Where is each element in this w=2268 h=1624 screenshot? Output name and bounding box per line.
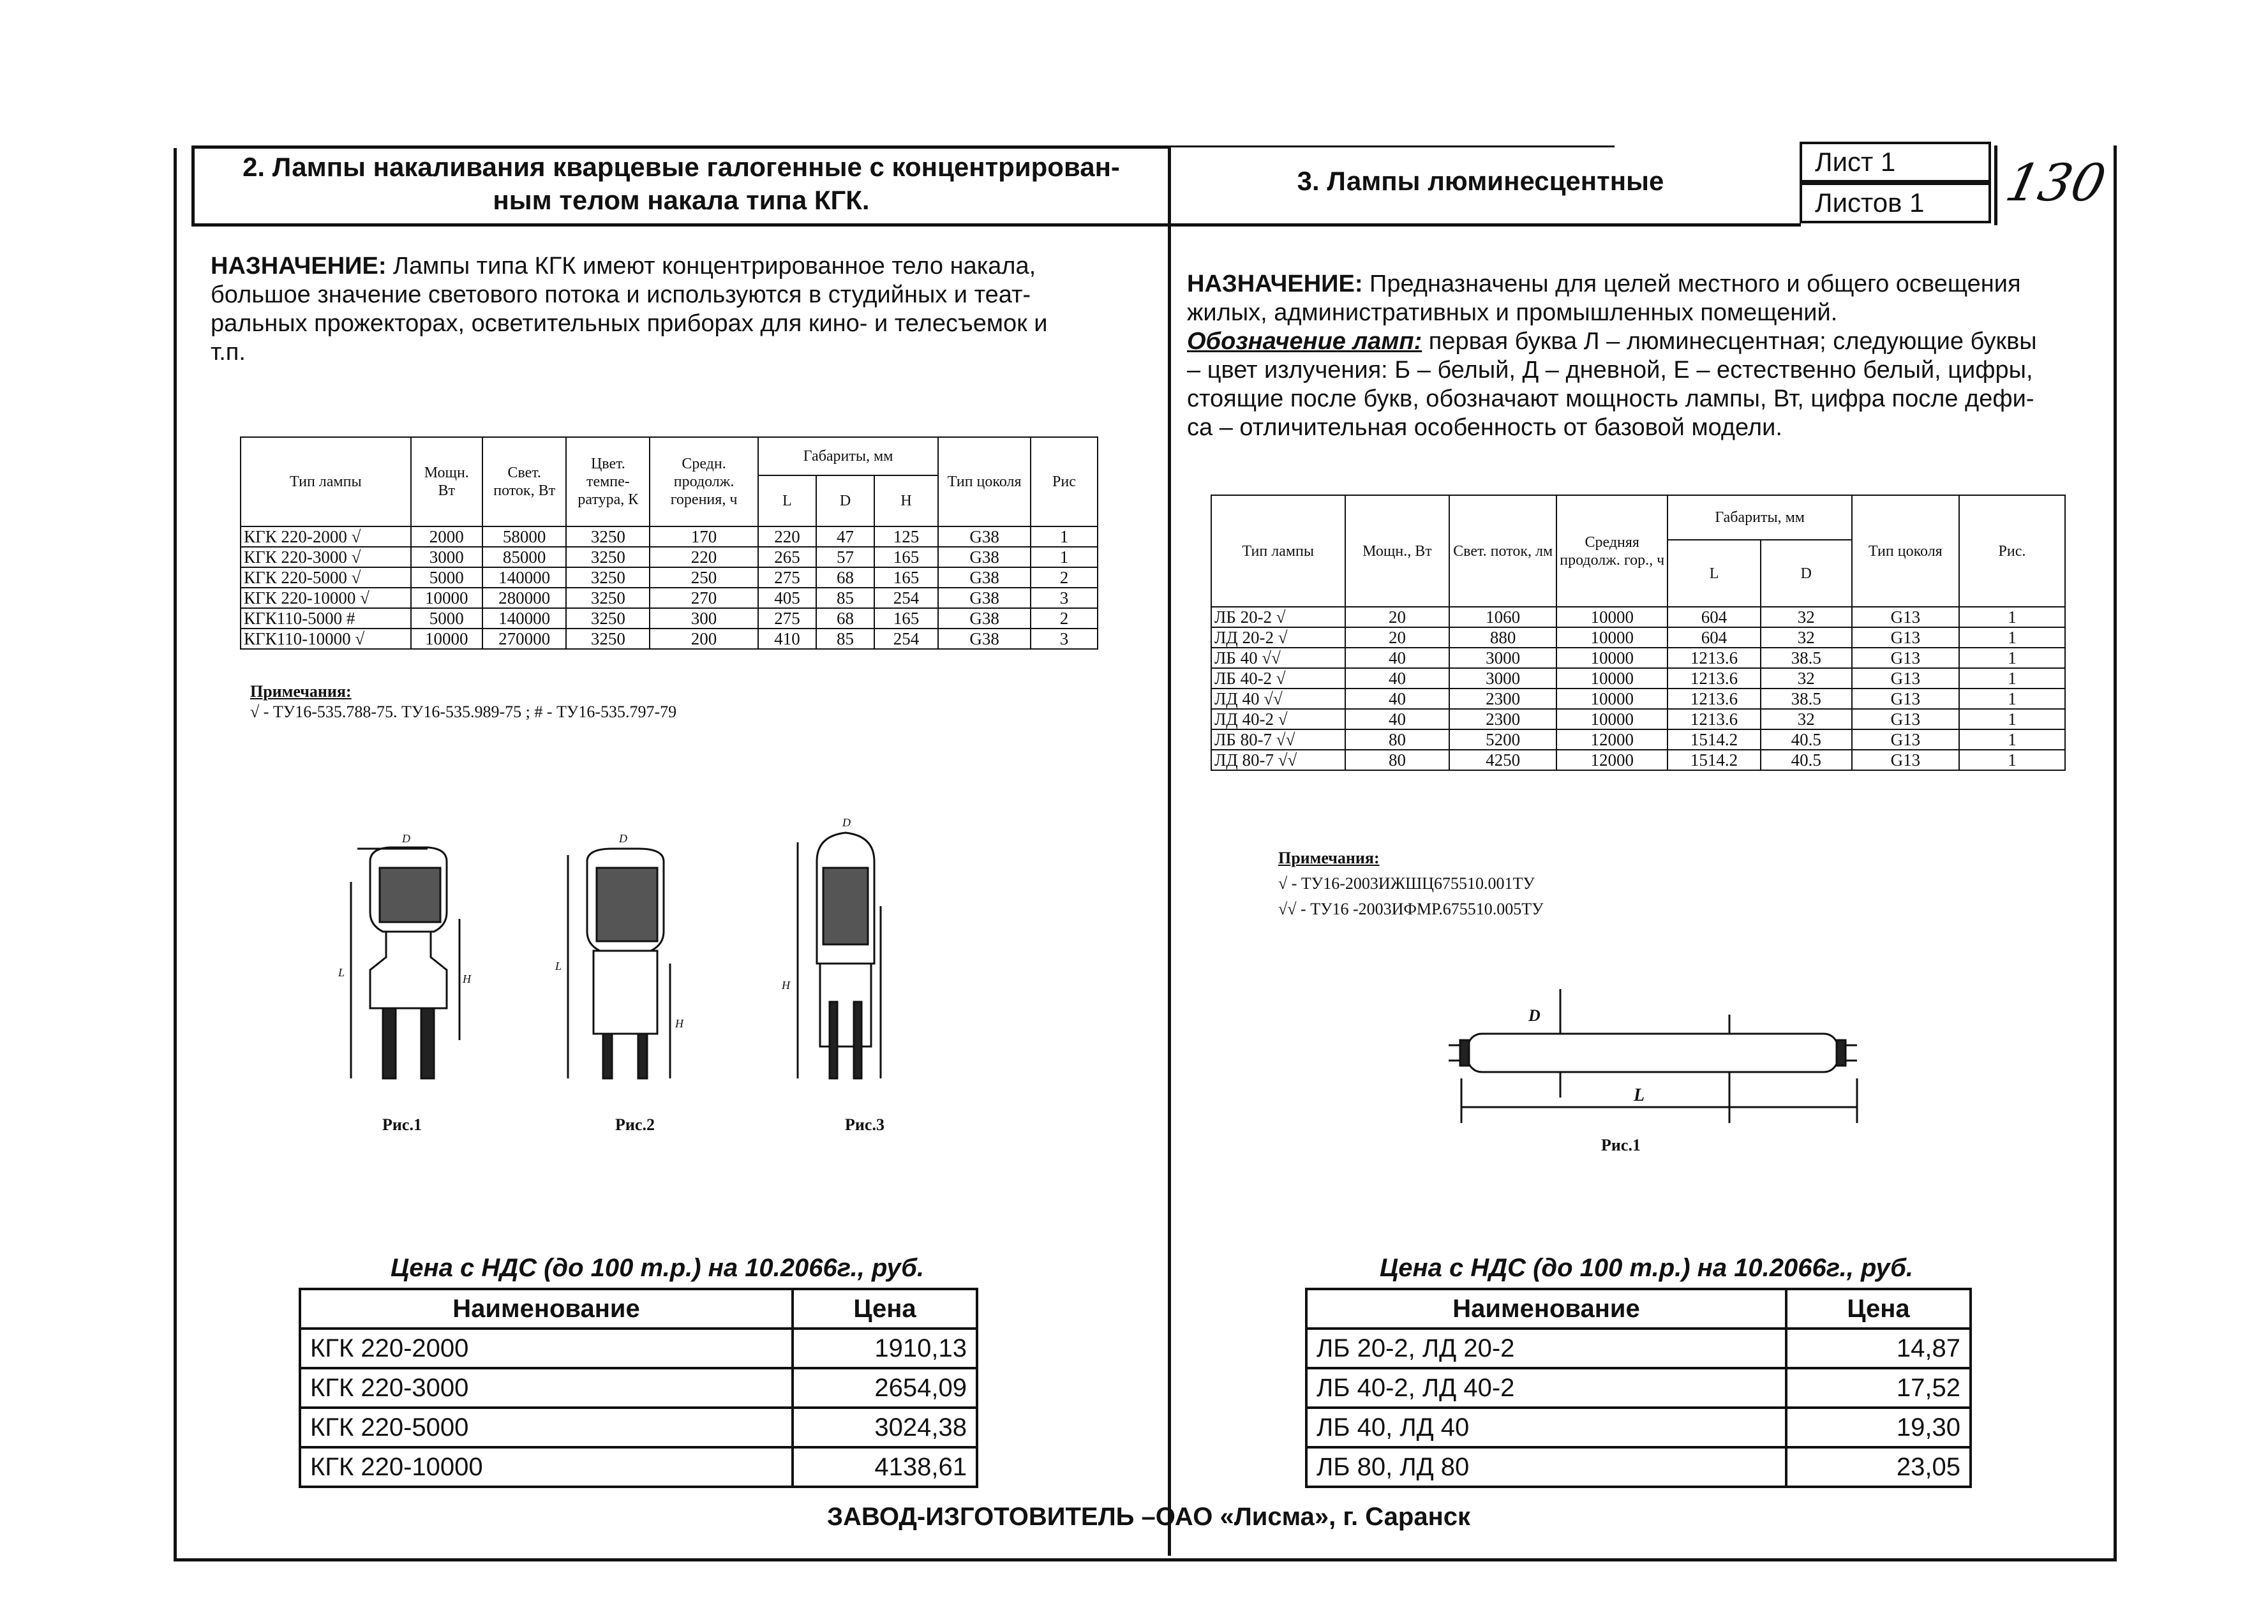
manufacturer-footer: ЗАВОД-ИЗГОТОВИТЕЛЬ –ОАО «Лисма», г. Саранск [826, 1503, 1471, 1531]
cell: 40 [1345, 709, 1450, 729]
cell: 1213.6 [1667, 689, 1760, 709]
col-H: H [874, 475, 939, 526]
right-section-title: 3. Лампы люминесцентные [1297, 166, 1664, 196]
cell: ЛБ 20-2, ЛД 20-2 [1306, 1329, 1786, 1368]
cell: 1 [1959, 750, 2065, 770]
cell: 1 [1959, 709, 2065, 729]
table-row [300, 1408, 977, 1447]
left-purpose-line: большое значение светового потока и используются в студийных и теат- [211, 281, 1031, 308]
cell: 604 [1667, 607, 1760, 627]
cell: 32 [1761, 709, 1852, 729]
left-purpose-line: ральных прожекторах, осветительных приборах для кино- и телесъемок и [211, 310, 1048, 337]
cell: 2 [1031, 608, 1098, 629]
cell: 10000 [1556, 689, 1667, 709]
cell: 3024,38 [793, 1408, 977, 1447]
cell: 10000 [1556, 607, 1667, 627]
cell: 32 [1761, 668, 1852, 689]
cell: 250 [650, 567, 757, 588]
cell: 38.5 [1761, 689, 1852, 709]
kgk-notes-title: Примечания: [250, 682, 352, 701]
col-D: D [1761, 540, 1852, 607]
col-life: Средняя продолж. гор., ч [1556, 495, 1667, 607]
cell: 3000 [411, 547, 482, 567]
cell: 80 [1345, 729, 1450, 750]
left-section-title [195, 151, 1168, 217]
cell: ЛД 20-2 √ [1211, 627, 1345, 648]
lum-notes-line: √ - ТУ16-2003ИЖШЦ675510.001ТУ [1278, 874, 1535, 893]
col-type: Тип лампы [241, 437, 411, 526]
cell: G13 [1852, 729, 1959, 750]
cell: G13 [1852, 648, 1959, 668]
cell: 2000 [411, 526, 482, 547]
column-divider [1168, 145, 1171, 1556]
table-row [241, 547, 1098, 567]
table-row [241, 567, 1098, 588]
cell: 1910,13 [793, 1329, 977, 1368]
cell: 10000 [411, 588, 482, 608]
cell: G38 [938, 629, 1030, 649]
cell: G13 [1852, 709, 1959, 729]
cell: 57 [816, 547, 874, 567]
cell: 3 [1031, 588, 1098, 608]
table-row [241, 629, 1098, 649]
cell: 4138,61 [793, 1447, 977, 1487]
sheet-right-edge [2114, 145, 2117, 225]
cell: 410 [758, 629, 817, 649]
cell: 1213.6 [1667, 668, 1760, 689]
col-L: L [758, 475, 817, 526]
cell: КГК 220-5000 [300, 1408, 793, 1447]
cell: КГК 220-5000 √ [241, 567, 411, 588]
cell: КГК 220-2000 [300, 1329, 793, 1368]
table-row [1306, 1368, 1971, 1408]
cell: 220 [650, 547, 757, 567]
cell: G38 [938, 567, 1030, 588]
col-fig: Рис. [1959, 495, 2065, 607]
col-flux: Свет. поток, Вт [482, 437, 567, 526]
cell: 2300 [1449, 709, 1556, 729]
cell: 2654,09 [793, 1368, 977, 1408]
cell: 3250 [566, 526, 650, 547]
cell: 270 [650, 588, 757, 608]
cell: 1 [1959, 627, 2065, 648]
table-row [1211, 627, 2065, 648]
table-row [1306, 1447, 1971, 1487]
table-row [241, 608, 1098, 629]
lum-notes-line: √√ - ТУ16 -2003ИФМР.675510.005ТУ [1278, 900, 1544, 918]
lamp-figure-2 [555, 832, 684, 1078]
cell: 85 [816, 588, 874, 608]
lamp-label-d: D [402, 832, 410, 845]
cell: ЛБ 40-2 √ [1211, 668, 1345, 689]
cell: 1213.6 [1667, 709, 1760, 729]
cell: 68 [816, 608, 874, 629]
table-row [1211, 729, 2065, 750]
cell: 165 [874, 608, 939, 629]
cell: 280000 [482, 588, 567, 608]
cell: 1 [1959, 689, 2065, 709]
cell: 1514.2 [1667, 729, 1760, 750]
cell: 1 [1959, 729, 2065, 750]
table-row [1211, 668, 2065, 689]
lamp-label-h: H [675, 1017, 683, 1030]
cell: 165 [874, 567, 939, 588]
cell: 3000 [1449, 668, 1556, 689]
cell: G38 [938, 526, 1030, 547]
lamp-figure-1 [338, 832, 472, 1078]
col-dims: Габариты, мм [1667, 495, 1851, 540]
lamp-label-l: L [338, 966, 345, 979]
table-row [300, 1329, 977, 1368]
right-purpose-line: – цвет излучения: Б – белый, Д – дневной, Е – естественно белый, цифры, [1187, 357, 2033, 384]
price-header-name: Наименование [300, 1289, 793, 1329]
col-L: L [1667, 540, 1760, 607]
left-purpose-text [211, 252, 1155, 367]
cell: ЛБ 80, ЛД 80 [1306, 1447, 1786, 1487]
right-purpose-line: стоящие после букв, обозначают мощность лампы, Вт, цифра после дефи- [1187, 385, 2034, 412]
cell: КГК 220-10000 √ [241, 588, 411, 608]
cell: 1514.2 [1667, 750, 1760, 770]
right-purpose-line: Предназначены для целей местного и общего освещения [1362, 271, 2021, 297]
cell: КГК 220-3000 √ [241, 547, 411, 567]
kgk-notes [250, 682, 1080, 722]
left-title-line2: ным телом накала типа КГК. [493, 185, 870, 215]
cell: ЛД 80-7 √√ [1211, 750, 1345, 770]
table-row [241, 526, 1098, 547]
table-row [1306, 1329, 1971, 1368]
cell: G13 [1852, 689, 1959, 709]
cell: 254 [874, 629, 939, 649]
cell: 3000 [1449, 648, 1556, 668]
cell: ЛД 40 √√ [1211, 689, 1345, 709]
lamp-label-l: L [555, 960, 562, 972]
lamp-label-h: H [782, 979, 790, 992]
cell: КГК 220-10000 [300, 1447, 793, 1487]
sheets-count-box: Листов 1 [1800, 183, 1991, 223]
cell: 17,52 [1786, 1368, 1971, 1408]
handwritten-page-number: 130 [2001, 153, 2111, 212]
col-fig: Рис [1031, 437, 1098, 526]
col-base: Тип цоколя [1852, 495, 1959, 607]
cell: 3 [1031, 629, 1098, 649]
lamp-label-h: H [463, 972, 471, 985]
header-divider [191, 223, 1801, 227]
table-row [1211, 750, 2065, 770]
lum-spec-table [1211, 495, 2066, 771]
tube-label-d: D [1528, 1006, 1541, 1025]
right-top-border [1168, 145, 1615, 147]
cell: 275 [758, 567, 817, 588]
cell: 405 [758, 588, 817, 608]
cell: 170 [650, 526, 757, 547]
cell: 265 [758, 547, 817, 567]
cell: G13 [1852, 607, 1959, 627]
cell: 40.5 [1761, 729, 1852, 750]
cell: 5200 [1449, 729, 1556, 750]
cell: G38 [938, 608, 1030, 629]
left-price-title: Цена с НДС (до 100 т.р.) на 10.2066г., руб. [391, 1254, 924, 1282]
cell: КГК110-5000 # [241, 608, 411, 629]
cell: G38 [938, 588, 1030, 608]
table-row [300, 1447, 977, 1487]
cell: 19,30 [1786, 1408, 1971, 1447]
cell: 220 [758, 526, 817, 547]
cell: G13 [1852, 627, 1959, 648]
cell: 40 [1345, 648, 1450, 668]
cell: 165 [874, 547, 939, 567]
right-purpose-text [1187, 270, 2106, 442]
cell: 3250 [566, 608, 650, 629]
table-row [300, 1368, 977, 1408]
right-purpose-line: са – отличительная особенность от базовой модели. [1187, 414, 1782, 441]
cell: 1 [1031, 526, 1098, 547]
cell: ЛБ 80-7 √√ [1211, 729, 1345, 750]
table-row [1211, 607, 2065, 627]
lum-notes-title: Примечания: [1278, 849, 1380, 867]
lamp-figure-3 [781, 816, 881, 1078]
col-temp: Цвет. темпе- ратура, К [566, 437, 650, 526]
cell: 140000 [482, 567, 567, 588]
cell: ЛБ 40, ЛД 40 [1306, 1408, 1786, 1447]
figure-caption-2: Рис.2 [615, 1115, 655, 1134]
cell: 1 [1959, 668, 2065, 689]
cell: ЛБ 40-2, ЛД 40-2 [1306, 1368, 1786, 1408]
price-header-price: Цена [1786, 1289, 1971, 1329]
cell: 85 [816, 629, 874, 649]
col-D: D [816, 475, 874, 526]
cell: 32 [1761, 627, 1852, 648]
sheet-number-box: Лист 1 [1800, 142, 1991, 183]
cell: 140000 [482, 608, 567, 629]
cell: 270000 [482, 629, 567, 649]
table-row [241, 588, 1098, 608]
cell: 3250 [566, 547, 650, 567]
cell: 200 [650, 629, 757, 649]
left-title-line1: 2. Лампы накаливания кварцевые галогенные с концентрирован- [242, 152, 1120, 182]
kgk-spec-table [240, 436, 1098, 650]
cell: 1 [1959, 648, 2065, 668]
cell: 3250 [566, 567, 650, 588]
col-power: Мощн. Вт [411, 437, 482, 526]
col-base: Тип цоколя [938, 437, 1030, 526]
left-top-border [191, 145, 1168, 149]
cell: 10000 [1556, 648, 1667, 668]
col-flux: Свет. поток, лм [1449, 495, 1556, 607]
fluorescent-tube-figure [1449, 976, 1870, 1129]
cell: 5000 [411, 567, 482, 588]
cell: 275 [758, 608, 817, 629]
cell: 880 [1449, 627, 1556, 648]
table-row [1211, 709, 2065, 729]
right-price-title: Цена с НДС (до 100 т.р.) на 10.2066г., руб. [1380, 1254, 1913, 1282]
cell: 58000 [482, 526, 567, 547]
cell: 1213.6 [1667, 648, 1760, 668]
col-life: Средн. продолж. горения, ч [650, 437, 757, 526]
left-price-table [299, 1288, 978, 1488]
tube-label-l: L [1634, 1085, 1645, 1105]
cell: ЛБ 40 √√ [1211, 648, 1345, 668]
left-purpose-line: т.п. [211, 339, 246, 366]
cell: 14,87 [1786, 1329, 1971, 1368]
right-purpose-label: НАЗНАЧЕНИЕ: [1187, 271, 1363, 297]
cell: 40.5 [1761, 750, 1852, 770]
cell: 300 [650, 608, 757, 629]
cell: 10000 [1556, 627, 1667, 648]
price-header-price: Цена [793, 1289, 977, 1329]
figure-caption-3: Рис.3 [845, 1115, 884, 1134]
cell: 23,05 [1786, 1447, 1971, 1487]
cell: 32 [1761, 607, 1852, 627]
cell: КГК 220-2000 √ [241, 526, 411, 547]
cell: 1060 [1449, 607, 1556, 627]
cell: 80 [1345, 750, 1450, 770]
lamp-label-d: D [619, 832, 627, 845]
cell: 3250 [566, 629, 650, 649]
cell: 12000 [1556, 750, 1667, 770]
lamp-label-d: D [842, 816, 851, 829]
cell: 40 [1345, 668, 1450, 689]
cell: 2300 [1449, 689, 1556, 709]
cell: 10000 [411, 629, 482, 649]
cell: 85000 [482, 547, 567, 567]
table-row [1306, 1408, 1971, 1447]
right-price-table [1305, 1288, 1972, 1488]
right-purpose-line: первая буква Л – люминесцентная; следующие буквы [1422, 328, 2037, 355]
left-purpose-label: НАЗНАЧЕНИЕ: [211, 253, 387, 279]
cell: 20 [1345, 627, 1450, 648]
cell: 1 [1031, 547, 1098, 567]
cell: 3250 [566, 588, 650, 608]
col-power: Мощн., Вт [1345, 495, 1450, 607]
figure-caption-1: Рис.1 [382, 1115, 422, 1134]
cell: 68 [816, 567, 874, 588]
tube-figure-caption: Рис.1 [1601, 1136, 1641, 1154]
cell: 1 [1959, 607, 2065, 627]
cell: 604 [1667, 627, 1760, 648]
cell: G38 [938, 547, 1030, 567]
left-purpose-line: Лампы типа КГК имеют концентрированное тело накала, [386, 253, 1036, 279]
designation-label: Обозначение ламп: [1187, 328, 1422, 355]
cell: 20 [1345, 607, 1450, 627]
kgk-notes-text: √ - ТУ16-535.788-75. ТУ16-535.989-75 ; # - ТУ16-535.797-79 [250, 703, 677, 721]
cell: 2 [1031, 567, 1098, 588]
cell: G13 [1852, 750, 1959, 770]
cell: КГК110-10000 √ [241, 629, 411, 649]
table-row [1211, 648, 2065, 668]
cell: 12000 [1556, 729, 1667, 750]
kgk-lamp-figures [332, 816, 970, 1091]
cell: 254 [874, 588, 939, 608]
cell: ЛБ 20-2 √ [1211, 607, 1345, 627]
cell: 4250 [1449, 750, 1556, 770]
col-dims: Габариты, мм [758, 437, 939, 475]
cell: ЛД 40-2 √ [1211, 709, 1345, 729]
col-type: Тип лампы [1211, 495, 1345, 607]
cell: КГК 220-3000 [300, 1368, 793, 1408]
table-row [1211, 689, 2065, 709]
cell: 125 [874, 526, 939, 547]
lum-notes [1278, 846, 1853, 922]
cell: 40 [1345, 689, 1450, 709]
right-purpose-line: жилых, административных и промышленных помещений. [1187, 299, 1838, 326]
sheet-box-divider [1994, 145, 1997, 225]
cell: 38.5 [1761, 648, 1852, 668]
cell: G13 [1852, 668, 1959, 689]
cell: 10000 [1556, 709, 1667, 729]
cell: 10000 [1556, 668, 1667, 689]
price-header-name: Наименование [1306, 1289, 1786, 1329]
cell: 47 [816, 526, 874, 547]
cell: 5000 [411, 608, 482, 629]
